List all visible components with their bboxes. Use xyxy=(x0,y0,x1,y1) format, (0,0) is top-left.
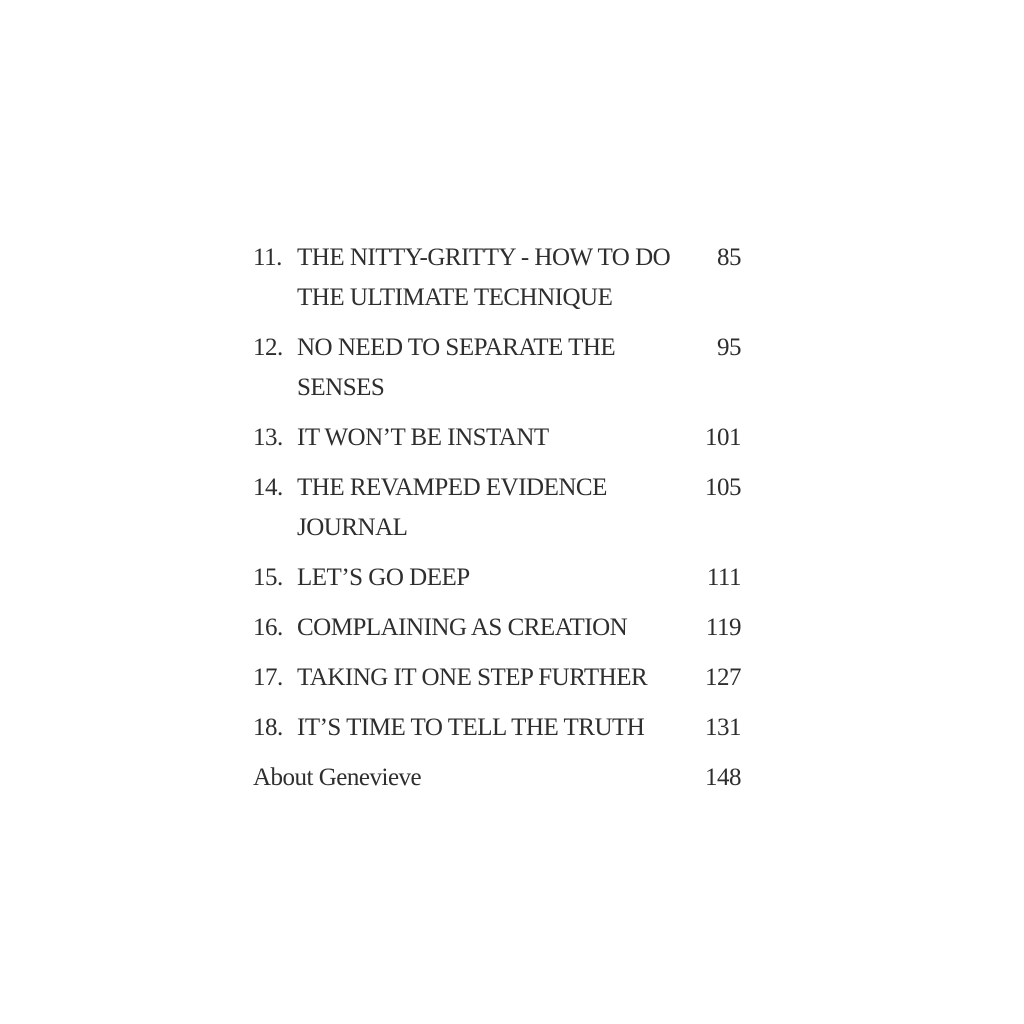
page-number: 101 xyxy=(705,424,741,451)
toc-entry xyxy=(253,418,741,458)
chapter-title-line: COMPLAINING AS CREATION xyxy=(297,614,628,641)
chapter-title-line: TAKING IT ONE STEP FURTHER xyxy=(297,664,648,691)
chapter-title-line: THE NITTY-GRITTY - HOW TO DO xyxy=(297,244,671,271)
page-number: 85 xyxy=(717,244,741,271)
toc-entry-about xyxy=(253,758,741,798)
toc-entry xyxy=(253,708,741,748)
toc-entry xyxy=(253,238,741,318)
toc-entry xyxy=(253,558,741,598)
chapter-number: 15. xyxy=(253,564,283,591)
toc-entry xyxy=(253,328,741,408)
chapter-number: 12. xyxy=(253,334,283,361)
chapter-title xyxy=(297,608,689,648)
page-number: 131 xyxy=(705,714,741,741)
page-number: 127 xyxy=(705,664,741,691)
chapter-title xyxy=(297,418,689,458)
chapter-title xyxy=(297,708,689,748)
page-number: 148 xyxy=(705,764,741,791)
about-label: About Genevieve xyxy=(253,764,422,791)
chapter-number: 18. xyxy=(253,714,283,741)
chapter-title xyxy=(297,238,689,318)
chapter-title xyxy=(297,468,689,548)
chapter-number: 16. xyxy=(253,614,283,641)
toc-entry xyxy=(253,608,741,648)
chapter-number: 11. xyxy=(253,244,282,271)
chapter-title-line: SENSES xyxy=(297,374,385,401)
chapter-title-line: LET’S GO DEEP xyxy=(297,564,470,591)
chapter-title xyxy=(297,658,689,698)
page-number: 105 xyxy=(705,474,741,501)
chapter-title-line: IT WON’T BE INSTANT xyxy=(297,424,549,451)
page-number: 119 xyxy=(705,614,741,641)
chapter-title xyxy=(297,328,689,408)
toc-entry xyxy=(253,658,741,698)
chapter-title-line: NO NEED TO SEPARATE THE xyxy=(297,334,616,361)
chapter-title-line: IT’S TIME TO TELL THE TRUTH xyxy=(297,714,645,741)
chapter-number: 17. xyxy=(253,664,283,691)
toc-entry xyxy=(253,468,741,548)
page-number: 95 xyxy=(717,334,741,361)
chapter-title xyxy=(297,558,689,598)
chapter-number: 14. xyxy=(253,474,283,501)
page-number: 111 xyxy=(706,564,741,591)
chapter-title-line: THE REVAMPED EVIDENCE xyxy=(297,474,607,501)
table-of-contents xyxy=(253,238,741,808)
chapter-title-line: THE ULTIMATE TECHNIQUE xyxy=(297,284,613,311)
chapter-number: 13. xyxy=(253,424,283,451)
chapter-title-line: JOURNAL xyxy=(297,514,408,541)
